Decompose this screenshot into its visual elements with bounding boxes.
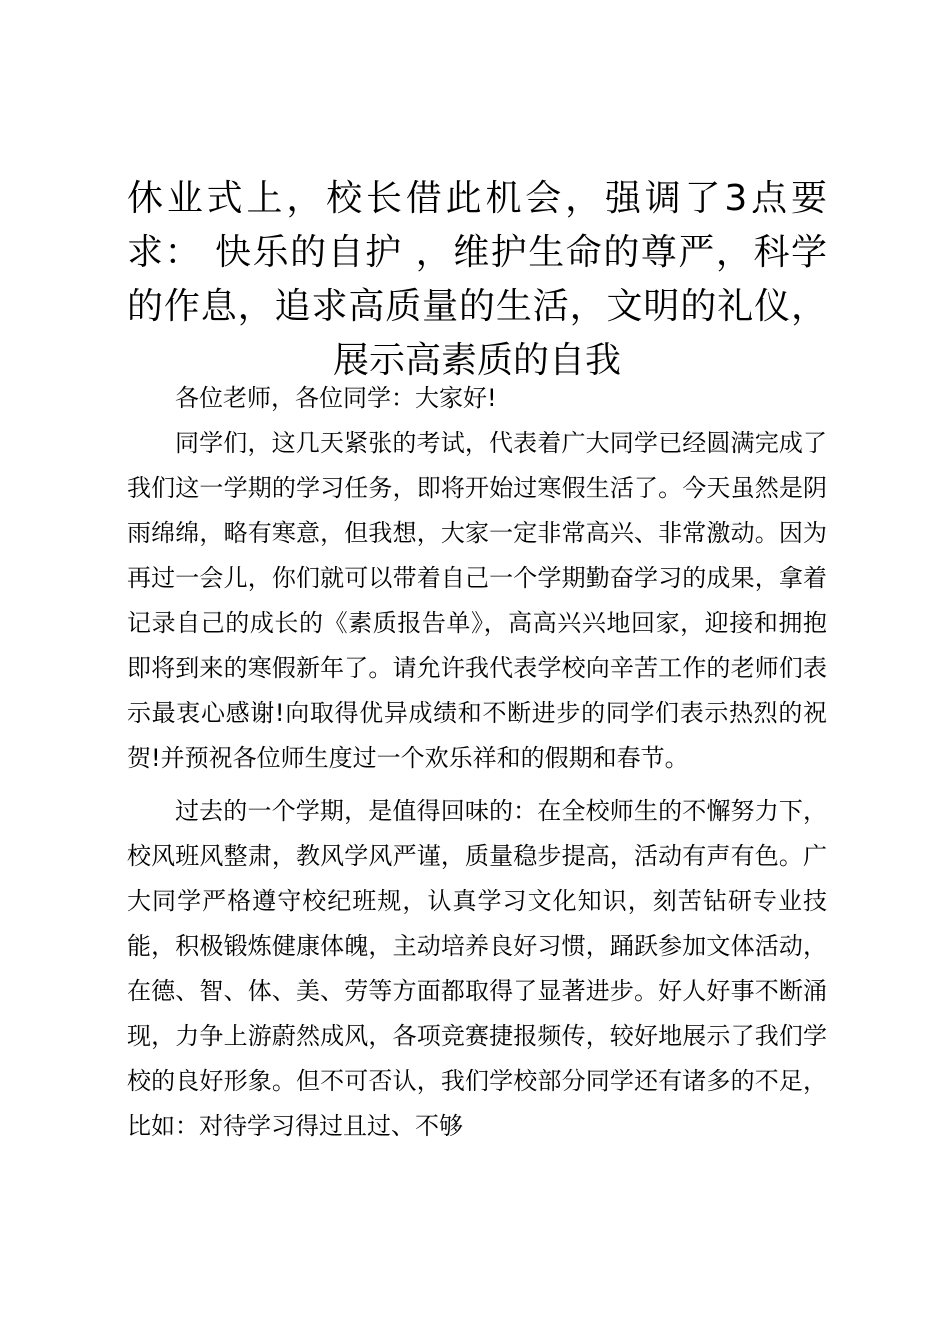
body-paragraph: 过去的一个学期，是值得回味的：在全校师生的不懈努力下，校风班风整肃，教风学风严谨，质量稳步提高，活动有声有色。广大同学严格遵守校纪班规，认真学习文化知识，刻苦钻研专业技能，积极锻炼健康体魄，主动培养良好习惯，踊跃参加文体活动，在德、智、体、美、劳等方面都取得了显著进步。好人好事不断涌现，力争上游蔚然成风，各项竞赛捷报频传，较好地展示了我们学校的良好形象。但不可否认，我们学校部分同学还有诸多的不足，比如：对待学习得过且过、不够 [127,797,827,1140]
greeting-paragraph: 各位老师，各位同学：大家好! [175,384,497,412]
document-body [127,376,827,1149]
document-title: 休业式上，校长借此机会，强调了3点要求： 快乐的自护 ，维护生命的尊严，科学的作息，追求高质量的生活，文明的礼仪，展示高素质的自我 [127,178,827,381]
body-paragraph: 同学们，这几天紧张的考试，代表着广大同学已经圆满完成了我们这一学期的学习任务，即将开始过寒假生活了。今天虽然是阴雨绵绵，略有寒意，但我想，大家一定非常高兴、非常激动。因为再过一会儿，你们就可以带着自己一个学期勤奋学习的成果，拿着记录自己的成长的《素质报告单》，高高兴兴地回家，迎接和拥抱即将到来的寒假新年了。请允许我代表学校向辛苦工作的老师们表示最衷心感谢!向取得优异成绩和不断进步的同学们表示热烈的祝贺!并预祝各位师生度过一个欢乐祥和的假期和春节。 [127,429,827,772]
